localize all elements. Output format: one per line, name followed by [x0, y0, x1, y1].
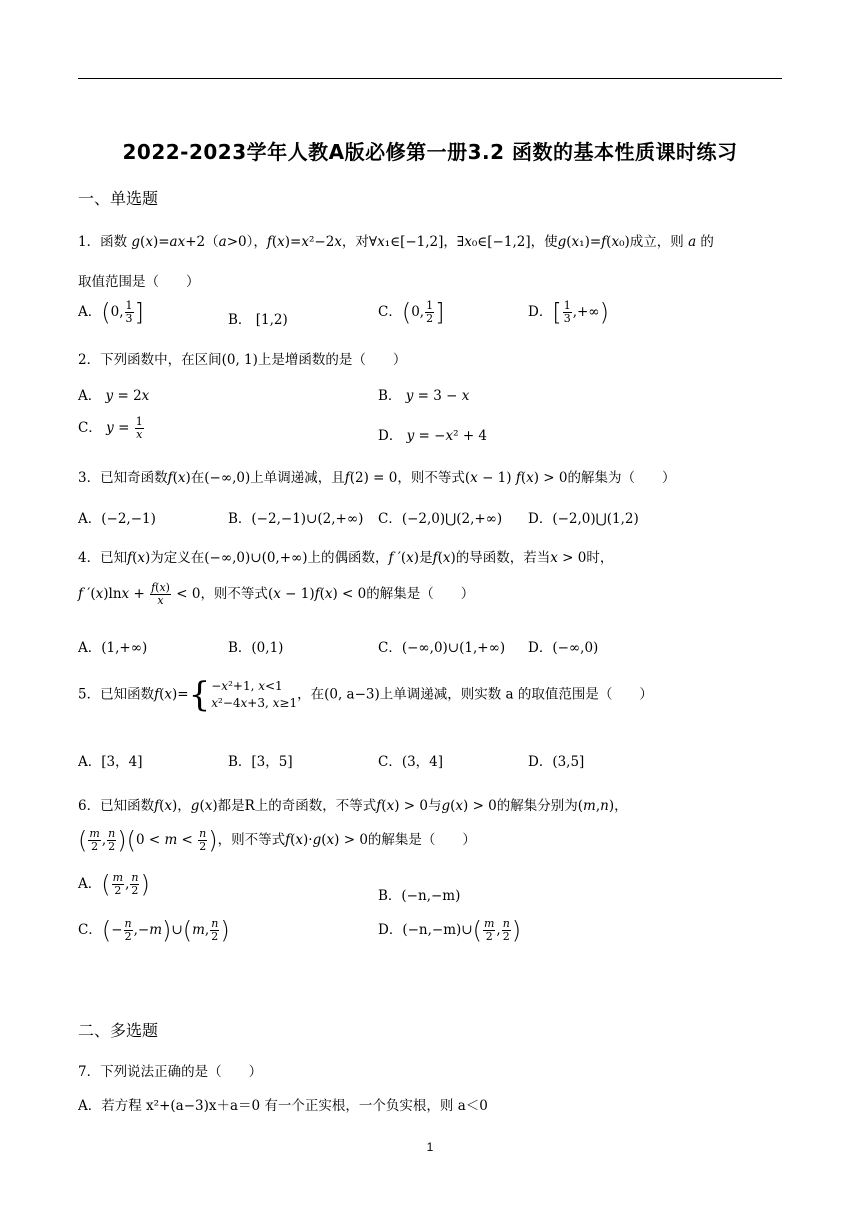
question-6-line-1: 6．已知函数f(x)，g(x)都是R上的奇函数，不等式f(x) > 0与g(x) > 0的解集分别为(m,n)， — [78, 798, 628, 814]
question-4-option-b: B．(0,1) — [228, 640, 284, 656]
question-3-stem: 3．已知奇函数f(x)在(−∞,0)上单调递减，且f(2) = 0，则不等式(x − 1) f(x) > 0的解集为（ ） — [78, 470, 676, 486]
question-1-option-a: A．(0, $\frac{1}{3}$ ] — [78, 298, 144, 327]
question-4-option-c: C．(−∞,0)∪(1,+∞) — [378, 640, 506, 656]
question-2-option-c: C． y = $\frac{1}{x}$ — [78, 415, 143, 441]
question-1-line-2: 取值范围是（ ） — [78, 274, 200, 290]
question-1-option-d: D．[ $\frac{1}{3}$ ,+∞) — [528, 298, 609, 327]
question-2-option-d: D． y = −x² + 4 — [378, 428, 488, 444]
question-6-option-a: A．( $\frac{m}{2}$ , $\frac{n}{2}$ ) — [78, 870, 150, 899]
question-6-line-2: ( $\frac{m}{2}$ , $\frac{n}{2}$ )(0 < m < $\frac{n}{2}$ )，则不等式f(x)·g(x) > 0的解集是（ ） — [78, 826, 476, 855]
question-4-option-a: A．(1,+∞) — [78, 640, 148, 656]
question-3-option-b: B．(−2,−1)∪(2,+∞) — [228, 511, 364, 527]
section-heading-single-choice: 一、单选题 — [78, 189, 159, 208]
question-4-line-1: 4．已知f(x)为定义在(−∞,0)∪(0,+∞)上的偶函数，f ′(x)是f(x)的导函数，若当x > 0时， — [78, 550, 614, 566]
question-7-stem: 7．下列说法正确的是（ ） — [78, 1064, 263, 1080]
question-5-option-d: D．(3,5] — [528, 754, 585, 770]
question-3-option-a: A．(−2,−1) — [78, 511, 156, 527]
question-5-option-c: C．(3，4] — [378, 754, 444, 770]
question-2-option-b: B． y = 3 − x — [378, 388, 470, 404]
page-number: 1 — [426, 1140, 434, 1154]
question-4-line-2: f ′(x)lnx + $\frac{f(x)}{x}$ < 0，则不等式(x − 1)f(x) < 0的解集是（ ） — [78, 581, 475, 607]
question-5-stem: 5．已知函数f(x)={−x²+1, x<1 x²−4x+3, x≥1，在(0, a−3)上单调递减，则实数 a 的取值范围是（ ） — [78, 675, 653, 715]
question-3-option-d: D．(−2,0)⋃(1,2) — [528, 511, 639, 527]
question-4-option-d: D．(−∞,0) — [528, 640, 599, 656]
header-rule — [78, 78, 782, 79]
question-1-option-b: B． [1,2) — [228, 312, 288, 328]
question-3-option-c: C．(−2,0)⋃(2,+∞) — [378, 511, 503, 527]
question-7-option-a: A．若方程 x²+(a−3)x＋a＝0 有一个正实根，一个负实根，则 a＜0 — [78, 1098, 488, 1114]
question-5-option-b: B．[3，5] — [228, 754, 293, 770]
document-title: 2022-2023学年人教A版必修第一册3.2 函数的基本性质课时练习 — [122, 140, 738, 164]
question-5-option-a: A．[3，4] — [78, 754, 143, 770]
section-heading-multiple-choice: 二、多选题 — [78, 1021, 159, 1040]
question-6-option-c: C．(− $\frac{n}{2}$ ,−m)∪(m, $\frac{n}{2}$ ) — [78, 916, 230, 945]
question-6-option-b: B．(−n,−m) — [378, 888, 461, 904]
question-6-option-d: D．(−n,−m)∪( $\frac{m}{2}$ , $\frac{n}{2}$ ) — [378, 916, 522, 945]
question-2-option-a: A． y = 2x — [78, 388, 150, 404]
question-2-stem: 2．下列函数中，在区间(0, 1)上是增函数的是（ ） — [78, 352, 407, 368]
question-1-line-1: 1．函数 g(x)=ax+2（a>0），f(x)=x²−2x，对∀x₁∈[−1,2]，∃x₀∈[−1,2]，使g(x₁)=f(x₀)成立，则 a 的 — [78, 234, 714, 250]
question-1-option-c: C．(0, $\frac{1}{2}$ ] — [378, 298, 445, 327]
